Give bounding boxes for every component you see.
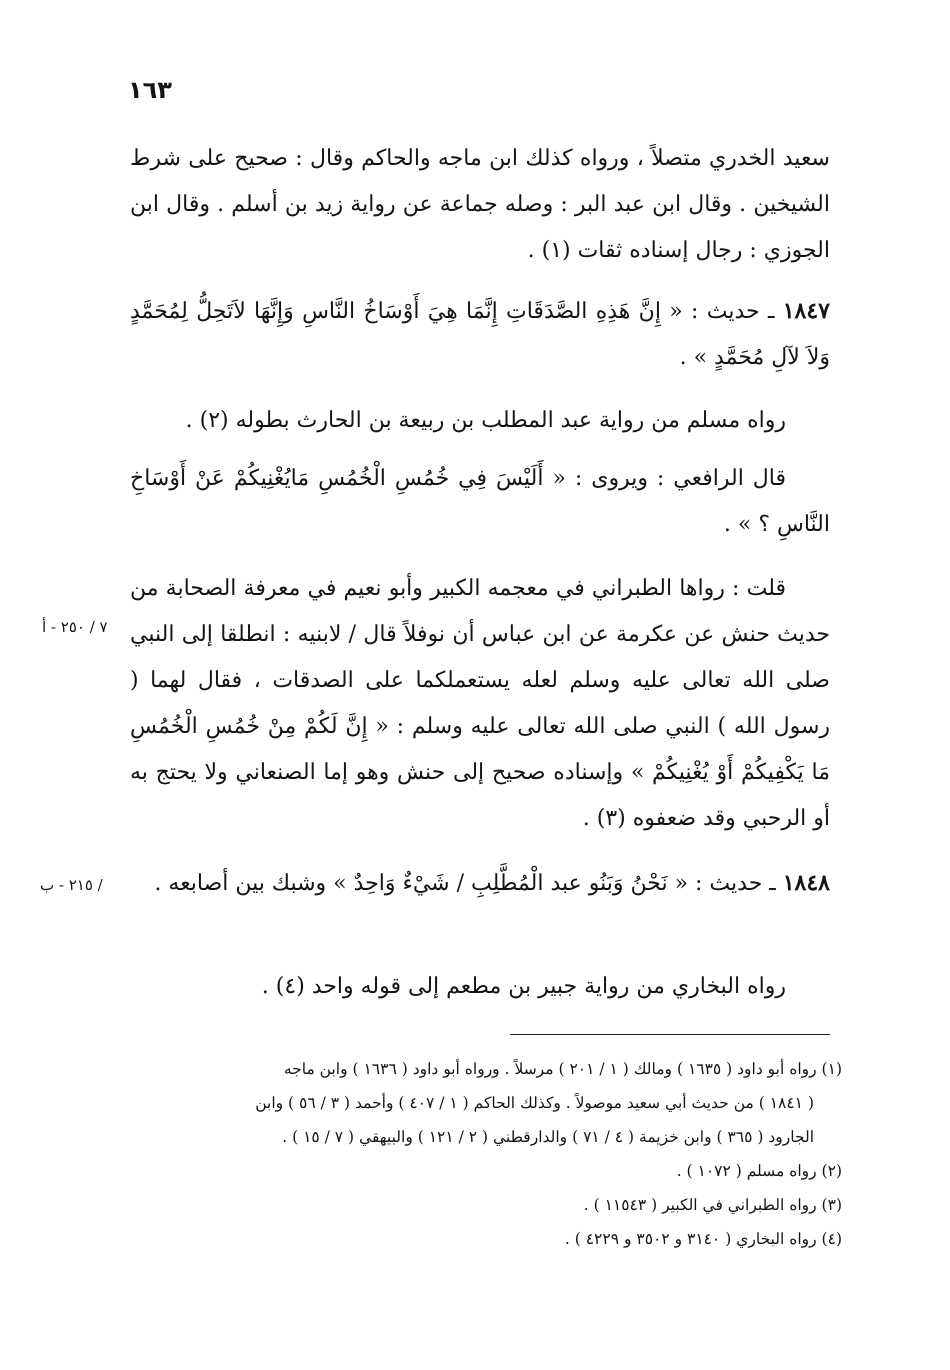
footnote-3: (٣) رواه الطبراني في الكبير ( ١١٥٤٣ ) . — [583, 1196, 842, 1214]
manuscript-ref-2: / ٢١٥ - ب — [40, 876, 103, 894]
narration-text: رواه البخاري من رواية جبير بن مطعم إلى قوله واحد (٤) . — [261, 974, 786, 999]
page-number: ١٦٣ — [128, 76, 172, 104]
hadith-1847-text — [130, 288, 830, 381]
narration-muslim — [130, 398, 830, 444]
footnote-2: (٢) رواه مسلم ( ١٠٧٢ ) . — [676, 1162, 842, 1180]
footnote-divider — [510, 1034, 830, 1035]
narration-text: رواه مسلم من رواية عبد المطلب بن ربيعة بن الحارث بطوله (٢) . — [185, 408, 786, 433]
paragraph-continuation — [130, 136, 830, 274]
hadith-1847 — [130, 288, 830, 381]
paragraph-text: سعيد الخدري متصلاً ، ورواه كذلك ابن ماجه والحاكم وقال : صحيح على شرط الشيخين . وقال ابن عبد البر : وصله جماعة عن رواية زيد بن أسلم . وقال ابن الجوزي : رجال إسناده ثقات (١) . — [130, 146, 830, 263]
footnote-1-line-3: الجارود ( ٣٦٥ ) وابن خزيمة ( ٤ / ٧١ ) والدارقطني ( ٢ / ١٢١ ) والبيهقي ( ٧ / ١٥ ) . — [282, 1128, 814, 1146]
hadith-body: ـ حديث : « نَحْنُ وَبَنُو عبد الْمُطَّلِبِ / شَيْءٌ وَاحِدٌ » وشبك بين أصابعه . — [154, 871, 776, 896]
footnote-4: (٤) رواه البخاري ( ٣١٤٠ و ٣٥٠٢ و ٤٢٢٩ ) . — [564, 1230, 842, 1248]
footnotes — [130, 1052, 842, 1256]
hadith-1848-text — [130, 860, 830, 907]
rafii-text: قال الرافعي : ويروى : « أَلَيْسَ فِي خُمُسِ الْخُمُسِ مَايُغْنِيكُمْ عَنْ أَوْسَاخِ النَّاسِ ؟ » . — [130, 466, 830, 537]
manuscript-ref-1: ٧ / ٢٥٠ - أ — [42, 618, 108, 636]
qultu-paragraph — [130, 566, 830, 842]
footnote-1-line-1: (١) رواه أبو داود ( ١٦٣٥ ) ومالك ( ١ / ٢٠١ ) مرسلاً . ورواه أبو داود ( ١٦٣٦ ) وابن ماجه — [283, 1060, 842, 1078]
rafii-quote — [130, 456, 830, 548]
footnote-1-line-2: ( ١٨٤١ ) من حديث أبي سعيد موصولاً . وكذلك الحاكم ( ١ / ٤٠٧ ) وأحمد ( ٣ / ٥٦ ) وابن — [255, 1094, 814, 1112]
narration-bukhari — [130, 964, 830, 1010]
hadith-number: ١٨٤٧ — [782, 298, 830, 324]
qultu-text: قلت : رواها الطبراني في معجمه الكبير وأبو نعيم في معرفة الصحابة من حديث حنش عن عكرمة عن ابن عباس أن نوفلاً قال / لابنيه : انطلقا إلى النبي صلى الله تعالى عليه وسلم لعله يستعملكما على الصدقات ، فقال لهما ( رسول الله ) النبي صلى الله تعالى عليه وسلم : « إِنَّ لَكُمْ مِنْ خُمُسِ الْخُمُسِ مَا يَكْفِيكُمْ أَوْ يُغْنِيكُمْ » وإسناده صحيح إلى حنش وهو إما الصنعاني ولا يحتج به أو الرحبي وقد ضعفوه (٣) . — [130, 576, 830, 831]
hadith-1848 — [130, 860, 830, 907]
hadith-number: ١٨٤٨ — [782, 870, 830, 896]
hadith-body: ـ حديث : « إِنَّ هَذِهِ الصَّدَقَاتِ إِنَّمَا هِيَ أَوْسَاخُ النَّاسِ وَإِنَّهَا لاَتَحِلُّ لِمُحَمَّدٍ وَلاَ لآلِ مُحَمَّدٍ » . — [130, 299, 830, 370]
